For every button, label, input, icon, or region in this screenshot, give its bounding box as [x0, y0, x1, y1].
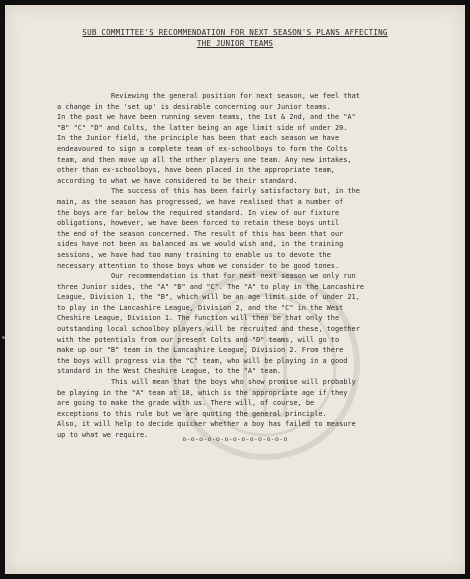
text-line: Our recommendation is that for next next season we only run [111, 272, 356, 281]
text-line: according to what we have considered to be their standard. [57, 176, 298, 185]
text-line: endeavoured to sign a complete team of ex-schoolboys to form the Colts [57, 144, 348, 153]
text-line: Cheshire League, Division 1. The function will then be that only the [57, 314, 340, 323]
text-line: sides have not been as balanced as we would wish and, in the training [57, 240, 344, 249]
text-line: up to what we require. [57, 431, 149, 439]
text-line: the boys will progress via the "C" team, who will be playing in a good [57, 356, 348, 365]
document-body [57, 91, 429, 441]
text-line: Reviewing the general position for next season, we feel that [111, 92, 360, 100]
text-line: other than ex-schoolboys, have been placed in the appropriate team, [57, 166, 335, 175]
text-line: team, and then move up all the other players one team. Any new intakes, [57, 155, 352, 164]
text-line: with the potentials from our present Colts and "D" teams, will go to [57, 335, 340, 344]
text-line: sessions, we have had too many training to enable us to devote the [57, 250, 331, 259]
text-line: In the past we have been running seven teams, the 1st & 2nd, and the "A" [57, 113, 356, 122]
text-line: the end of the season concerned. The result of this has been that our [57, 229, 344, 238]
document-page [5, 5, 465, 574]
text-line: the boys are far below the required standard. In view of our fixture [57, 208, 340, 217]
text-line: standard in the West Cheshire League, to the "A" team. [57, 367, 282, 376]
title-line-2: THE JUNIOR TEAMS [196, 39, 274, 48]
text-line: be playing in the "A" team at 18, which is the appropriate age if they [57, 388, 348, 397]
text-line: This will mean that the boys who show promise will probably [111, 378, 356, 387]
text-line: The success of this has been fairly satisfactory but, in the [111, 187, 360, 196]
document-title [5, 27, 465, 49]
text-line: main, as the season has progressed, we have realised that a number of [57, 197, 344, 206]
text-line: outstanding local schoolboy players will be recruited and these, together [57, 325, 360, 334]
text-line: a change in the 'set up' is desirable concerning our Junior teams. [57, 102, 331, 111]
text-line: In the Junior field, the principle has been that each season we have [57, 134, 340, 143]
text-line: "B" "C" "D" and Colts, the latter being an age limit side of under 20. [57, 123, 348, 132]
text-line: to play in the Lancashire League, Division 2, and the "C" in the West [57, 303, 344, 312]
text-line: are going to make the grade with us. There will, of course, be [57, 399, 315, 408]
text-line: make up our "B" team in the Lancashire League, Division 2. From there [57, 346, 344, 355]
text-line: obligations, however, we have been forced to retain these boys until [57, 219, 340, 228]
text-line: Also, it will help to decide quicker whether a boy has failed to measure [57, 420, 356, 429]
text-line: exceptions to this rule but we are quoting the general principle. [57, 409, 327, 418]
section-divider: o-o-o-o-o-o-o-o-o-o-o-o-o [182, 435, 288, 443]
text-line: necessary attention to those boys whom we consider to be good tones. [57, 261, 340, 270]
title-line-1: SUB COMMITTEE'S RECOMMENDATION FOR NEXT SEASON'S PLANS AFFECTING [82, 28, 388, 37]
margin-mark [2, 336, 5, 339]
text-line: League, Division 1, the "B", which will be an age limit side of under 21, [57, 293, 360, 302]
text-line: three Junior sides, the "A" "B" and "C". The "A" to play in the Lancashire [57, 282, 364, 291]
